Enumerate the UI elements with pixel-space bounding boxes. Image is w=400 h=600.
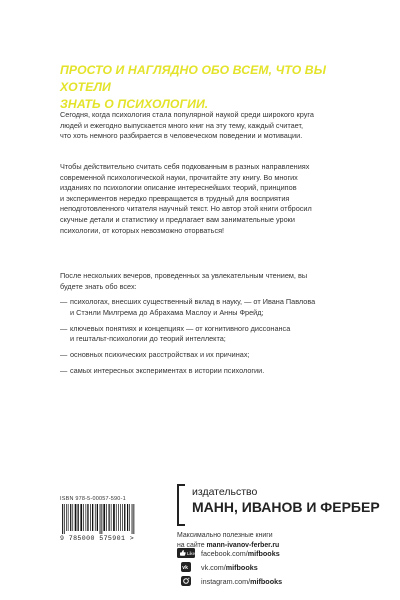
text-line: психологии, от которых невозможно оторваться! [60, 225, 225, 235]
social-handle: mifbooks [247, 548, 280, 558]
social-prefix: facebook.com/ [201, 548, 248, 558]
social-prefix: instagram.com/ [201, 576, 251, 586]
vk-icon [177, 562, 195, 572]
publisher-name: МАНН, ИВАНОВ И ФЕРБЕР [192, 499, 380, 515]
instagram-icon [177, 576, 195, 586]
text-line: будете знать обо всех: [60, 281, 137, 291]
headline-line: ЗНАТЬ О ПСИХОЛОГИИ. [60, 97, 209, 111]
list-item-line: — ключевых понятиях и концепциях — от когнитивного диссонанса [70, 323, 291, 333]
intro-paragraph [60, 110, 360, 142]
headline [60, 62, 360, 113]
social-prefix: vk.com/ [201, 562, 226, 572]
list-item-line: — психологах, внесших существенный вклад в науку, — от Ивана Павлова [70, 297, 316, 306]
text-line: После нескольких вечеров, проведенных за увлекательным чтением, вы [60, 271, 308, 280]
social-link-vk[interactable] [177, 560, 282, 574]
list-intro-paragraph [60, 271, 360, 292]
text-line: изданиях по психологии описание интереснейших теорий, принципов [60, 183, 297, 193]
social-link-instagram[interactable] [177, 574, 282, 588]
text-line: неподготовленного читателя научный текст. Но автор этой книги отбросил [60, 204, 312, 214]
topics-list [60, 297, 360, 383]
publisher-tagline: Максимально полезные книги [177, 532, 273, 539]
list-item [60, 366, 360, 377]
site-prefix: на сайте [177, 541, 207, 549]
facebook-like-icon [177, 548, 195, 558]
list-item [60, 297, 360, 318]
headline-line: ПРОСТО И НАГЛЯДНО ОБО ВСЕМ, ЧТО ВЫ ХОТЕЛИ [60, 63, 326, 94]
svg-text:vk: vk [182, 565, 188, 572]
svg-text:Like: Like [187, 551, 195, 556]
text-line: что хоть немного разбирается в человеческом поведении и мотивации. [60, 131, 303, 141]
list-item-line: — основных психических расстройствах и их причинах; [70, 350, 250, 360]
social-handle: mifbooks [250, 576, 283, 586]
publisher-site-link[interactable]: mann-ivanov-ferber.ru [206, 541, 280, 549]
barcode-block [60, 496, 158, 542]
text-line: современной психологической науки, прочитайте эту книгу. Во многих [60, 172, 298, 182]
description-paragraph [60, 162, 360, 236]
publisher-bracket [177, 484, 185, 526]
text-line: скучные детали и статистику и предлагает вам занимательные уроки [60, 214, 295, 224]
list-item-line: и Стэнли Милгрема до Абрахама Маслоу и Анны Фрейд; [70, 307, 264, 317]
social-links [177, 546, 282, 588]
barcode-image [60, 504, 158, 534]
social-link-facebook[interactable] [177, 546, 282, 560]
list-item [60, 350, 360, 361]
publisher-prefix: издательство [192, 486, 258, 498]
isbn: ISBN 978-5-00057-590-1 [60, 496, 126, 502]
social-handle: mifbooks [225, 562, 258, 572]
text-line: Сегодня, когда психология стала популярной наукой среди широкого круга [60, 110, 314, 119]
text-line: и экспериментов нередко превращается в трудный для восприятия [60, 193, 290, 203]
barcode-digits: 9 785000 575901 > [60, 535, 135, 542]
list-item [60, 324, 360, 345]
text-line: людей и ежегодно выпускается много книг на эту тему, каждый считает, [60, 120, 304, 130]
list-item-line: — самых интересных экспериментах в истории психологии. [70, 366, 265, 376]
text-line: Чтобы действительно считать себя подкованным в разных направлениях [60, 162, 310, 171]
list-item-line: и гештальт-психологии до теорий интеллекта; [70, 334, 226, 344]
